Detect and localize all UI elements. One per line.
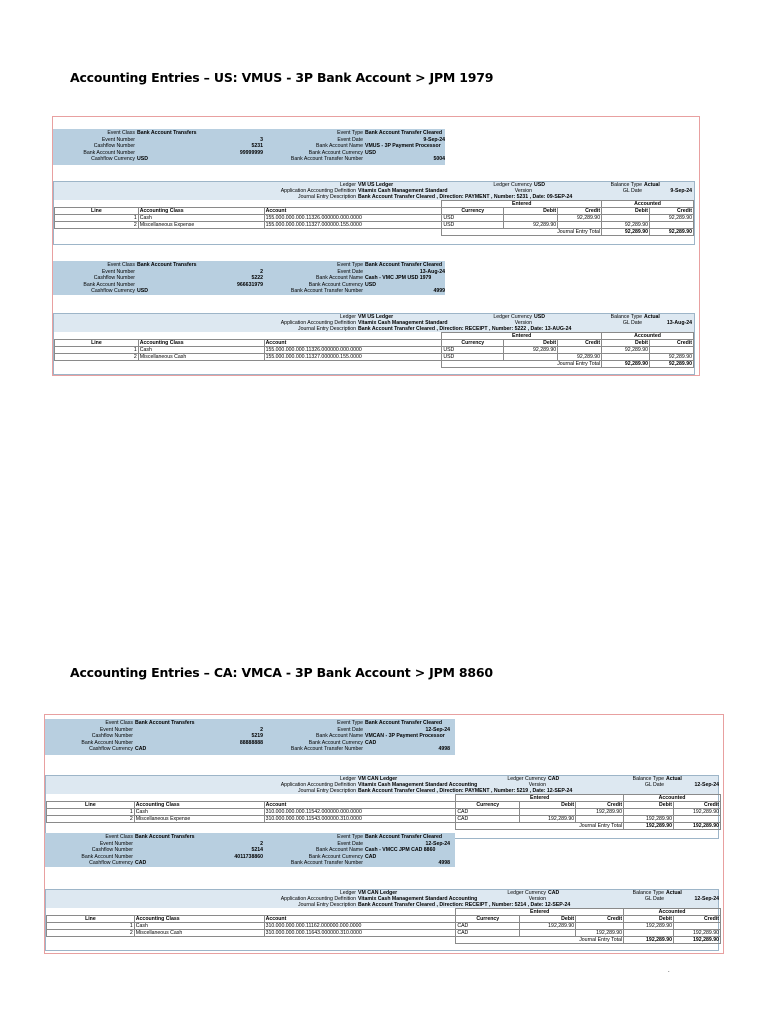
- cell-e-debit: 192,289.90: [520, 816, 576, 823]
- journal-total-label: Journal Entry Total: [456, 823, 624, 830]
- cell-e-credit: 192,289.90: [576, 809, 624, 816]
- cell-e-debit: [504, 215, 558, 222]
- jed-label: Journal Entry Description: [298, 902, 356, 908]
- ledger-label: Ledger: [339, 182, 356, 188]
- col-header-entered-credit: Credit: [558, 208, 602, 215]
- bank-account-number-label: Bank Account Number: [81, 853, 133, 860]
- cell-a-credit: 192,289.90: [674, 930, 721, 937]
- col-header-accounted-debit: Debit: [602, 340, 650, 347]
- jed-value: Bank Account Transfer Cleared , Direction: RECEIPT , Number: 5222 , Date: 13-AUG-24: [358, 326, 572, 332]
- bank-account-currency-value: USD: [365, 149, 376, 156]
- cell-e-debit: [504, 354, 558, 361]
- event-date-label: Event Date: [337, 136, 363, 143]
- ledger-value: VM CAN Ledger: [358, 776, 398, 782]
- ledger-currency-value: CAD: [548, 776, 560, 782]
- cell-a-debit: [602, 354, 650, 361]
- bank-account-name-label: Bank Account Name: [315, 275, 363, 282]
- cell-currency: USD: [442, 347, 504, 354]
- table-row: [47, 930, 721, 937]
- cell-a-credit: 92,289.90: [650, 215, 694, 222]
- column-header-row: [55, 340, 694, 347]
- cell-account: 310.000.000.000.11643.000000.310.0000: [264, 930, 456, 937]
- bank-account-number-value: 99999999: [239, 149, 263, 156]
- cell-class: Cash: [138, 347, 264, 354]
- ledger-currency-value: CAD: [548, 890, 560, 896]
- ledger-value: VM US Ledger: [358, 314, 394, 320]
- col-header-accounted-credit: Credit: [674, 802, 721, 809]
- gl-date-value: 9-Sep-24: [670, 188, 692, 194]
- gl-date-value: 13-Aug-24: [666, 320, 692, 326]
- bank-account-name-label: Bank Account Name: [315, 143, 363, 150]
- cell-currency: CAD: [456, 809, 520, 816]
- journal-total-credit: 92,289.90: [649, 361, 693, 368]
- col-header-line: Line: [47, 802, 135, 809]
- cell-e-debit: [520, 809, 576, 816]
- col-header-accounted-debit: Debit: [624, 802, 674, 809]
- transfer-number-label: Bank Account Transfer Number: [290, 156, 363, 163]
- event-number-label: Event Number: [101, 268, 135, 275]
- cell-line: 2: [47, 930, 135, 937]
- cashflow-currency-value: CAD: [135, 860, 147, 867]
- journal-total-label: Journal Entry Total: [456, 937, 624, 944]
- event-class-label: Event Class: [105, 720, 133, 726]
- event-info-block: [45, 719, 455, 755]
- cell-line: 2: [55, 222, 139, 229]
- cell-a-credit: [674, 816, 721, 823]
- event-info-block: [45, 833, 455, 867]
- event-type-label: Event Type: [337, 720, 363, 726]
- cell-class: Cash: [134, 809, 264, 816]
- event-class-value: Bank Account Transfers: [137, 130, 197, 136]
- col-header-currency: Currency: [442, 340, 504, 347]
- cashflow-number-label: Cashflow Number: [93, 143, 135, 150]
- ledger-currency-value: USD: [534, 182, 545, 188]
- table-row: [47, 923, 721, 930]
- col-header-entered-debit: Debit: [520, 802, 576, 809]
- col-header-currency: Currency: [456, 802, 520, 809]
- balance-type-label: Balance Type: [632, 890, 664, 896]
- col-header-account: Account: [264, 208, 442, 215]
- transfer-number-label: Bank Account Transfer Number: [290, 746, 363, 753]
- journal-total-label: Journal Entry Total: [442, 229, 602, 236]
- cell-e-debit: 92,289.90: [504, 347, 558, 354]
- cell-line: 1: [47, 923, 135, 930]
- col-header-account: Account: [264, 916, 456, 923]
- event-type-value: Bank Account Transfer Cleared: [365, 262, 443, 268]
- ledger-currency-value: USD: [534, 314, 545, 320]
- column-header-row: [47, 802, 721, 809]
- journal-total-debit: 92,289.90: [602, 361, 650, 368]
- event-date-label: Event Date: [337, 726, 363, 733]
- journal-total-label: Journal Entry Total: [442, 361, 602, 368]
- aad-label: Application Accounting Definition: [280, 782, 356, 788]
- balance-type-value: Actual: [644, 314, 660, 320]
- cell-account: 310.000.000.000.11543.000000.310.0000: [264, 816, 456, 823]
- cell-line: 1: [47, 809, 135, 816]
- cell-line: 2: [47, 816, 135, 823]
- cashflow-number-value: 5214: [251, 847, 263, 854]
- cell-currency: USD: [442, 215, 504, 222]
- version-label: Version: [528, 782, 546, 788]
- event-class-label: Event Class: [105, 834, 133, 840]
- cell-account: 310.000.000.000.11162.000000.000.0000: [264, 923, 456, 930]
- jed-label: Journal Entry Description: [298, 194, 356, 200]
- cell-e-debit: 192,289.90: [520, 923, 576, 930]
- cell-a-credit: 192,289.90: [674, 809, 721, 816]
- bank-account-name-value: Cash - VMCC JPM CAD 8860: [365, 847, 436, 854]
- cashflow-currency-value: CAD: [135, 746, 147, 753]
- cell-account: 155.000.000.000.11327.000000.155.0000: [264, 222, 442, 229]
- col-header-line: Line: [55, 340, 139, 347]
- event-date-value: 12-Sep-24: [425, 726, 450, 733]
- col-header-entered-debit: Debit: [504, 340, 558, 347]
- col-header-currency: Currency: [456, 916, 520, 923]
- col-header-class: Accounting Class: [138, 340, 264, 347]
- col-header-class: Accounting Class: [134, 916, 264, 923]
- col-header-accounted-debit: Debit: [624, 916, 674, 923]
- event-number-value: 2: [260, 726, 263, 733]
- jed-label: Journal Entry Description: [298, 788, 356, 794]
- cell-currency: CAD: [456, 923, 520, 930]
- cell-e-credit: [558, 222, 602, 229]
- aad-label: Application Accounting Definition: [280, 320, 356, 326]
- cashflow-number-label: Cashflow Number: [93, 275, 135, 282]
- journal-total-row: [55, 361, 694, 368]
- cell-a-debit: [602, 215, 650, 222]
- journal-total-credit: 92,289.90: [650, 229, 694, 236]
- cell-e-debit: [520, 930, 576, 937]
- cell-a-credit: 92,289.90: [649, 354, 693, 361]
- col-header-account: Account: [264, 340, 442, 347]
- jed-value: Bank Account Transfer Cleared , Direction: PAYMENT , Number: 5219 , Date: 12-SEP-24: [358, 788, 573, 794]
- cell-a-credit: [674, 923, 721, 930]
- event-date-label: Event Date: [337, 840, 363, 847]
- bank-account-currency-value: CAD: [365, 853, 377, 860]
- journal-lines-table: [54, 200, 694, 236]
- cell-e-credit: 92,289.90: [558, 354, 602, 361]
- bank-account-currency-label: Bank Account Currency: [308, 149, 363, 156]
- bank-account-currency-value: USD: [365, 281, 376, 288]
- ledger-currency-label: Ledger Currency: [493, 314, 532, 320]
- balance-type-label: Balance Type: [610, 314, 642, 320]
- ledger-currency-label: Ledger Currency: [507, 890, 546, 896]
- event-date-value: 13-Aug-24: [419, 268, 445, 275]
- bank-account-number-value: 4011738860: [234, 853, 263, 860]
- accounted-group-header: Accounted: [602, 333, 694, 340]
- event-date-value: 12-Sep-24: [425, 840, 450, 847]
- cashflow-currency-label: Cashflow Currency: [89, 860, 133, 867]
- gl-date-label: GL Date: [622, 188, 642, 194]
- aad-value: Vitamix Cash Management Standard Accounting: [358, 896, 478, 902]
- table-row: [55, 347, 694, 354]
- ledger-currency-label: Ledger Currency: [507, 776, 546, 782]
- cell-a-debit: 192,289.90: [624, 923, 674, 930]
- cashflow-currency-label: Cashflow Currency: [89, 746, 133, 753]
- aad-label: Application Accounting Definition: [280, 188, 356, 194]
- journal-total-credit: 192,289.90: [674, 937, 721, 944]
- event-type-value: Bank Account Transfer Cleared: [365, 834, 443, 840]
- bank-account-name-value: VMCAN - 3P Payment Processor: [365, 733, 445, 740]
- event-type-value: Bank Account Transfer Cleared: [365, 720, 443, 726]
- event-number-label: Event Number: [101, 136, 135, 143]
- cashflow-number-value: 5231: [251, 143, 263, 150]
- col-header-entered-credit: Credit: [576, 802, 624, 809]
- cell-account: 155.000.000.000.11326.000000.000.0000: [264, 347, 442, 354]
- event-type-label: Event Type: [337, 130, 363, 136]
- journal-lines-table: [46, 908, 721, 944]
- ledger-currency-label: Ledger Currency: [493, 182, 532, 188]
- bank-account-number-label: Bank Account Number: [81, 739, 133, 746]
- journal-lines-table: [54, 332, 694, 368]
- col-header-entered-debit: Debit: [504, 208, 558, 215]
- ca-screenshot: [44, 714, 724, 954]
- bank-account-name-label: Bank Account Name: [315, 733, 363, 740]
- cashflow-number-label: Cashflow Number: [91, 847, 133, 854]
- event-class-label: Event Class: [107, 262, 135, 268]
- entered-group-header: Entered: [456, 795, 624, 802]
- cell-a-debit: [624, 930, 674, 937]
- bank-account-currency-label: Bank Account Currency: [308, 281, 363, 288]
- event-class-value: Bank Account Transfers: [137, 262, 197, 268]
- cell-currency: CAD: [456, 930, 520, 937]
- transfer-number-label: Bank Account Transfer Number: [290, 860, 363, 867]
- bank-account-currency-value: CAD: [365, 739, 377, 746]
- cell-class: Miscellaneous Cash: [138, 354, 264, 361]
- cashflow-currency-value: USD: [137, 156, 148, 163]
- col-header-accounted-debit: Debit: [602, 208, 650, 215]
- cell-a-debit: 92,289.90: [602, 222, 650, 229]
- journal-total-row: [47, 937, 721, 944]
- balance-type-value: Actual: [666, 776, 682, 782]
- table-row: [47, 809, 721, 816]
- col-header-accounted-credit: Credit: [650, 208, 694, 215]
- cell-a-debit: [624, 809, 674, 816]
- col-header-currency: Currency: [442, 208, 504, 215]
- cell-class: Miscellaneous Expense: [138, 222, 264, 229]
- event-type-label: Event Type: [337, 834, 363, 840]
- gl-date-label: GL Date: [644, 782, 664, 788]
- cashflow-currency-value: USD: [137, 288, 148, 295]
- transfer-number-value: 4998: [438, 860, 450, 867]
- bank-account-name-value: Cash - VMC JPM USD 1979: [365, 275, 432, 282]
- cell-e-debit: 92,289.90: [504, 222, 558, 229]
- table-row: [47, 816, 721, 823]
- col-header-line: Line: [47, 916, 135, 923]
- journal-total-debit: 192,289.90: [624, 823, 674, 830]
- bank-account-number-label: Bank Account Number: [83, 149, 135, 156]
- cell-e-credit: 92,289.90: [558, 215, 602, 222]
- bank-account-number-value: 966631979: [237, 281, 263, 288]
- cell-class: Cash: [138, 215, 264, 222]
- col-header-class: Accounting Class: [134, 802, 264, 809]
- transfer-number-value: 4998: [438, 746, 450, 753]
- journal-total-debit: 92,289.90: [602, 229, 650, 236]
- balance-type-value: Actual: [666, 890, 682, 896]
- cell-line: 1: [55, 215, 139, 222]
- cell-a-debit: 92,289.90: [602, 347, 650, 354]
- version-label: Version: [528, 896, 546, 902]
- transfer-number-value: 4999: [433, 288, 445, 295]
- cell-e-credit: [558, 347, 602, 354]
- ledger-label: Ledger: [339, 314, 356, 320]
- ledger-value: VM CAN Ledger: [358, 890, 398, 896]
- accounted-group-header: Accounted: [624, 795, 721, 802]
- event-class-value: Bank Account Transfers: [135, 720, 195, 726]
- balance-type-label: Balance Type: [610, 182, 642, 188]
- event-number-value: 3: [260, 136, 263, 143]
- cashflow-currency-label: Cashflow Currency: [91, 288, 135, 295]
- ledger-value: VM US Ledger: [358, 182, 394, 188]
- ledger-block: [45, 889, 719, 951]
- footer-mark: .: [668, 968, 670, 974]
- gl-date-value: 12-Sep-24: [694, 896, 719, 902]
- event-number-label: Event Number: [99, 726, 133, 733]
- bank-account-name-value: VMUS - 3P Payment Processor: [365, 143, 441, 150]
- table-row: [55, 354, 694, 361]
- aad-value: Vitamix Cash Management Standard Accounting: [358, 782, 478, 788]
- cell-class: Miscellaneous Cash: [134, 930, 264, 937]
- journal-total-row: [55, 229, 694, 236]
- cell-a-credit: [650, 222, 694, 229]
- jed-label: Journal Entry Description: [298, 326, 356, 332]
- table-row: [55, 222, 694, 229]
- cell-class: Cash: [134, 923, 264, 930]
- ledger-block: [53, 181, 695, 245]
- gl-date-value: 12-Sep-24: [694, 782, 719, 788]
- journal-total-row: [47, 823, 721, 830]
- aad-value: Vitamix Cash Management Standard: [358, 188, 448, 194]
- col-header-class: Accounting Class: [138, 208, 264, 215]
- us-screenshot: [52, 116, 700, 376]
- bank-account-currency-label: Bank Account Currency: [308, 739, 363, 746]
- event-info-block: [53, 261, 445, 295]
- journal-total-credit: 192,289.90: [674, 823, 721, 830]
- version-label: Version: [514, 188, 532, 194]
- cell-a-credit: [649, 347, 693, 354]
- version-label: Version: [514, 320, 532, 326]
- entered-group-header: Entered: [442, 333, 602, 340]
- event-number-value: 2: [260, 268, 263, 275]
- column-header-row: [47, 916, 721, 923]
- jed-value: Bank Account Transfer Cleared , Direction: RECEIPT , Number: 5214 , Date: 12-SEP-24: [358, 902, 571, 908]
- bank-account-number-label: Bank Account Number: [83, 281, 135, 288]
- col-header-accounted-credit: Credit: [649, 340, 693, 347]
- accounted-group-header: Accounted: [602, 201, 694, 208]
- balance-type-label: Balance Type: [632, 776, 664, 782]
- event-date-value: 9-Sep-24: [423, 136, 445, 143]
- section-title-ca: Accounting Entries – CA: VMCA - 3P Bank Account > JPM 8860: [70, 665, 493, 680]
- cashflow-number-value: 5219: [251, 733, 263, 740]
- ledger-block: [45, 775, 719, 839]
- col-header-account: Account: [264, 802, 456, 809]
- col-header-line: Line: [55, 208, 139, 215]
- jed-value: Bank Account Transfer Cleared , Direction: PAYMENT , Number: 5231 , Date: 09-SEP-24: [358, 194, 573, 200]
- col-header-entered-credit: Credit: [576, 916, 624, 923]
- accounted-group-header: Accounted: [624, 909, 721, 916]
- cell-class: Miscellaneous Expense: [134, 816, 264, 823]
- ledger-label: Ledger: [339, 776, 356, 782]
- gl-date-label: GL Date: [622, 320, 642, 326]
- cell-account: 155.000.000.000.11327.000000.155.0000: [264, 354, 442, 361]
- cell-currency: CAD: [456, 816, 520, 823]
- bank-account-currency-label: Bank Account Currency: [308, 853, 363, 860]
- event-class-label: Event Class: [107, 130, 135, 136]
- table-row: [55, 215, 694, 222]
- event-type-value: Bank Account Transfer Cleared: [365, 130, 443, 136]
- col-header-entered-debit: Debit: [520, 916, 576, 923]
- cashflow-number-label: Cashflow Number: [91, 733, 133, 740]
- cell-account: 155.000.000.000.11326.000000.000.0000: [264, 215, 442, 222]
- balance-type-value: Actual: [644, 182, 660, 188]
- cell-a-debit: 192,289.90: [624, 816, 674, 823]
- cell-e-credit: 192,289.90: [576, 930, 624, 937]
- aad-label: Application Accounting Definition: [280, 896, 356, 902]
- event-date-label: Event Date: [337, 268, 363, 275]
- aad-value: Vitamix Cash Management Standard: [358, 320, 448, 326]
- cell-e-credit: [576, 816, 624, 823]
- col-header-entered-credit: Credit: [558, 340, 602, 347]
- ledger-label: Ledger: [339, 890, 356, 896]
- cell-currency: USD: [442, 354, 504, 361]
- gl-date-label: GL Date: [644, 896, 664, 902]
- column-header-row: [55, 208, 694, 215]
- bank-account-name-label: Bank Account Name: [315, 847, 363, 854]
- cell-line: 2: [55, 354, 139, 361]
- entered-group-header: Entered: [442, 201, 602, 208]
- cashflow-number-value: 5222: [251, 275, 263, 282]
- cashflow-currency-label: Cashflow Currency: [91, 156, 135, 163]
- cell-e-credit: [576, 923, 624, 930]
- event-type-label: Event Type: [337, 262, 363, 268]
- section-title-us: Accounting Entries – US: VMUS - 3P Bank Account > JPM 1979: [70, 70, 494, 85]
- ledger-block: [53, 313, 695, 375]
- event-class-value: Bank Account Transfers: [135, 834, 195, 840]
- event-number-label: Event Number: [99, 840, 133, 847]
- event-info-block: [53, 129, 445, 165]
- journal-total-debit: 192,289.90: [624, 937, 674, 944]
- transfer-number-label: Bank Account Transfer Number: [290, 288, 363, 295]
- event-number-value: 2: [260, 840, 263, 847]
- transfer-number-value: 5004: [433, 156, 445, 163]
- cell-line: 1: [55, 347, 139, 354]
- bank-account-number-value: 88888888: [239, 739, 263, 746]
- entered-group-header: Entered: [456, 909, 624, 916]
- cell-currency: USD: [442, 222, 504, 229]
- col-header-accounted-credit: Credit: [674, 916, 721, 923]
- cell-account: 310.000.000.000.11542.000000.000.0000: [264, 809, 456, 816]
- journal-lines-table: [46, 794, 721, 830]
